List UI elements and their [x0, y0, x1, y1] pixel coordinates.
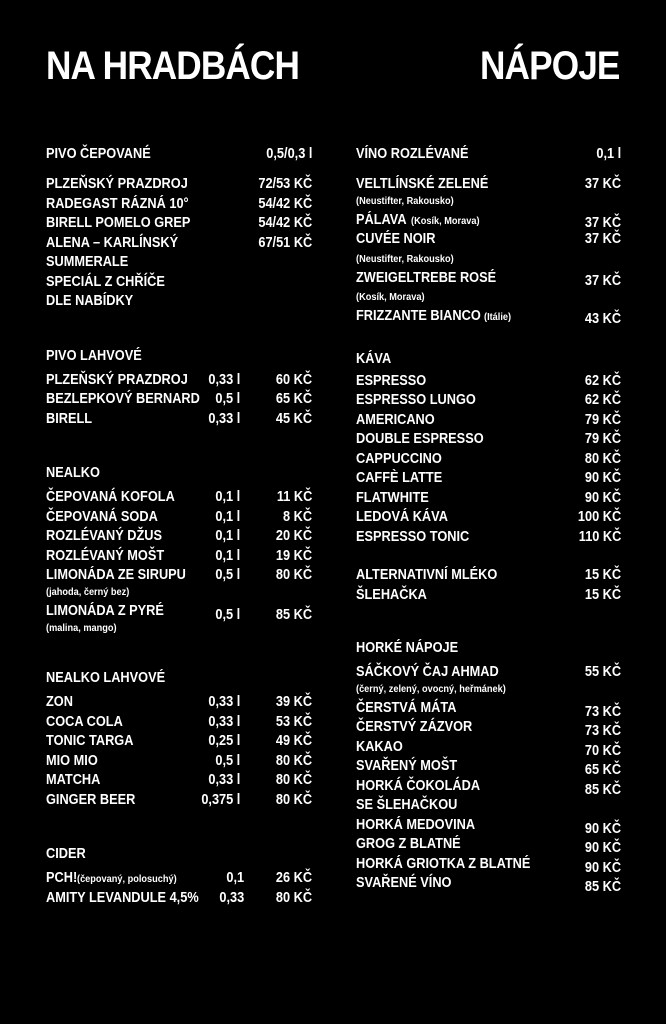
item-name: ALTERNATIVNÍ MLÉKO	[356, 567, 498, 583]
item-note	[46, 621, 312, 637]
item-price: 62 KČ	[584, 392, 621, 408]
menu-item	[356, 391, 621, 411]
menu-item	[356, 508, 621, 528]
item-price: 37 KČ	[584, 214, 621, 231]
menu-item	[46, 889, 312, 909]
menu-item	[46, 508, 312, 528]
menu-item	[356, 307, 621, 327]
item-name: DLE NABÍDKY	[46, 293, 134, 309]
menu-item	[356, 372, 621, 392]
menu-item	[46, 253, 312, 273]
item-name: RADEGAST RÁZNÁ 10°	[46, 195, 189, 212]
right-column	[356, 143, 621, 894]
menu-item	[46, 273, 312, 293]
menu-item	[356, 816, 621, 836]
item-name: VELTLÍNSKÉ ZELENÉ	[356, 176, 489, 192]
item-name: CUVÉE NOIR	[356, 231, 436, 247]
item-price: 54/42 KČ	[258, 215, 312, 231]
section-header	[356, 348, 621, 372]
item-name: ČERSTVÁ MÁTA	[356, 699, 457, 716]
item-note-text: (černý, zelený, ovocný, heřmánek)	[356, 683, 506, 695]
item-price: 90 KČ	[584, 470, 621, 486]
item-price: 73 KČ	[584, 703, 621, 720]
item-name: CAPPUCCINO	[356, 450, 442, 467]
item-price: 80 KČ	[275, 567, 312, 583]
item-price: 65 KČ	[584, 762, 621, 778]
item-quantity: 0,1 l	[215, 508, 240, 525]
item-price: 45 KČ	[275, 410, 312, 427]
item-name: LIMONÁDA ZE SIRUPU	[46, 567, 186, 583]
item-name: SE ŠLEHAČKOU	[356, 797, 458, 813]
item-price: 90 KČ	[584, 840, 621, 856]
item-name: ZON	[46, 694, 73, 710]
section-title: NEALKO	[46, 465, 100, 481]
item-price: 80 KČ	[275, 752, 312, 769]
menu-item	[46, 547, 312, 567]
item-note	[356, 195, 621, 211]
item-price: 73 KČ	[584, 723, 621, 739]
menu-item	[356, 855, 621, 875]
item-name: ČERSTVÝ ZÁZVOR	[356, 719, 473, 735]
item-price: 72/53 KČ	[258, 176, 312, 192]
menu-item	[356, 211, 621, 231]
item-quantity: 0,33	[219, 889, 244, 906]
item-name: TONIC TARGA	[46, 733, 134, 749]
item-name: AMERICANO	[356, 411, 435, 428]
left-column	[46, 143, 312, 908]
item-name: ROZLÉVANÝ MOŠT	[46, 547, 165, 564]
item-note	[356, 683, 621, 699]
section-title: VÍNO ROZLÉVANÉ	[356, 146, 469, 162]
menu-item	[356, 874, 621, 894]
item-name: ESPRESSO LUNGO	[356, 392, 476, 408]
item-name: BEZLEPKOVÝ BERNARD	[46, 391, 200, 407]
item-quantity: 0,33 l	[208, 713, 240, 730]
menu-item	[356, 230, 621, 250]
item-name: SUMMERALE	[46, 254, 129, 270]
item-quantity: 0,5 l	[215, 606, 240, 623]
item-name: PCH!	[46, 870, 78, 886]
page-title-left: NA HRADBÁCH	[46, 44, 299, 88]
item-name: CAFFÈ LATTE	[356, 470, 443, 486]
item-price: 49 KČ	[275, 733, 312, 749]
item-price: 79 KČ	[584, 411, 621, 428]
item-quantity: 0,5 l	[215, 752, 240, 769]
item-name: BIRELL POMELO GREP	[46, 215, 191, 231]
item-price: 15 KČ	[584, 586, 621, 603]
menu-item	[46, 175, 312, 195]
item-price: 110 KČ	[578, 528, 621, 545]
menu-item	[46, 488, 312, 508]
item-price: 79 KČ	[584, 431, 621, 447]
item-price: 53 KČ	[275, 713, 312, 730]
item-name: SVAŘENÉ VÍNO	[356, 875, 452, 891]
item-price: 43 KČ	[584, 311, 621, 327]
item-note	[356, 288, 621, 307]
item-quantity: 0,33 l	[208, 694, 240, 710]
menu-item	[46, 693, 312, 713]
section-volume: 0,5/0,3 l	[265, 146, 312, 162]
menu-item	[46, 791, 312, 811]
item-price: 90 KČ	[584, 859, 621, 876]
section-header	[356, 637, 621, 661]
section-header	[46, 345, 312, 369]
item-price: 11 KČ	[276, 489, 312, 505]
menu-item	[356, 757, 621, 777]
item-price: 8 KČ	[282, 508, 312, 525]
item-name: ESPRESSO	[356, 372, 427, 389]
menu-item	[46, 214, 312, 234]
menu-item	[356, 469, 621, 489]
menu-item	[46, 234, 312, 254]
item-quantity: 0,5 l	[215, 567, 240, 583]
menu-item	[46, 869, 312, 889]
item-quantity: 0,1 l	[215, 489, 240, 505]
item-name: HORKÁ GRIOTKA Z BLATNÉ	[356, 855, 531, 872]
item-name: LEDOVÁ KÁVA	[356, 509, 448, 525]
item-name: HORKÁ ČOKOLÁDA	[356, 777, 481, 794]
section-header	[46, 843, 312, 867]
item-price: 62 KČ	[584, 372, 621, 389]
page-title-right: NÁPOJE	[479, 44, 619, 88]
menu-item	[46, 713, 312, 733]
item-name: ZWEIGELTREBE ROSÉ	[356, 269, 497, 286]
menu-item	[46, 752, 312, 772]
menu-item	[356, 777, 621, 797]
item-name: SVAŘENÝ MOŠT	[356, 758, 458, 774]
item-price: 54/42 KČ	[258, 195, 312, 212]
item-name: ESPRESSO TONIC	[356, 528, 470, 545]
item-note-text: (Neustifter, Rakousko)	[356, 195, 454, 207]
item-name-group	[356, 211, 486, 231]
item-price: 100 KČ	[577, 509, 621, 525]
item-note-text: (jahoda, černý bez)	[46, 586, 130, 598]
item-price: 70 KČ	[584, 742, 621, 759]
item-price: 90 KČ	[584, 820, 621, 837]
menu-item	[356, 411, 621, 431]
menu-item	[46, 195, 312, 215]
item-price: 85 KČ	[584, 879, 621, 895]
section-title: PIVO ČEPOVANÉ	[46, 146, 151, 162]
item-price: 80 KČ	[275, 889, 312, 906]
section-volume: 0,1 l	[596, 146, 621, 162]
item-note	[356, 250, 621, 269]
item-quantity: 0,25 l	[208, 733, 240, 749]
item-price: 90 KČ	[584, 489, 621, 506]
item-quantity: 0,33 l	[208, 772, 240, 788]
item-quantity: 0,375 l	[200, 791, 240, 808]
menu-item	[356, 269, 621, 289]
menu-item	[356, 718, 621, 738]
item-quantity: 0,1 l	[215, 547, 240, 564]
section-title: CIDER	[46, 846, 86, 862]
item-price: 37 KČ	[584, 231, 621, 247]
item-name: KAKAO	[356, 738, 403, 755]
menu-item	[46, 732, 312, 752]
item-price: 20 KČ	[275, 528, 312, 544]
menu-item	[356, 835, 621, 855]
item-note-text: (Itálie)	[483, 312, 511, 323]
item-price: 26 KČ	[275, 870, 312, 886]
section-header	[356, 143, 621, 167]
item-price: 67/51 KČ	[258, 234, 312, 251]
item-price: 15 KČ	[584, 567, 621, 583]
item-name: HORKÁ MEDOVINA	[356, 816, 476, 833]
menu-item	[46, 371, 312, 391]
menu-item	[356, 699, 621, 719]
item-name: LIMONÁDA Z PYRÉ	[46, 602, 164, 619]
menu-item	[46, 527, 312, 547]
item-name: PÁLAVA	[356, 211, 407, 228]
item-note	[46, 586, 312, 602]
item-name: FLATWHITE	[356, 489, 429, 506]
item-name-group	[356, 307, 513, 327]
item-name: SÁČKOVÝ ČAJ AHMAD	[356, 664, 499, 680]
item-note-text: (Kosík, Morava)	[356, 292, 425, 303]
item-note-text: (Neustifter, Rakousko)	[356, 253, 454, 265]
item-note-text: (čepovaný, polosuchý)	[77, 874, 178, 885]
item-name: COCA COLA	[46, 713, 123, 730]
item-price: 19 KČ	[275, 547, 312, 564]
menu-item	[46, 410, 312, 430]
item-name: ŠLEHAČKA	[356, 586, 427, 603]
item-price: 85 KČ	[275, 606, 312, 623]
item-quantity: 0,33 l	[208, 410, 240, 427]
item-quantity: 0,5 l	[215, 391, 240, 407]
section-title: PIVO LAHVOVÉ	[46, 347, 142, 364]
item-name: AMITY LEVANDULE 4,5%	[46, 889, 199, 906]
item-name: GINGER BEER	[46, 791, 136, 808]
item-quantity: 0,1	[226, 870, 244, 886]
section-header	[46, 667, 312, 691]
section-header	[46, 462, 312, 486]
menu-item	[356, 430, 621, 450]
item-price: 80 KČ	[275, 772, 312, 788]
menu-item	[356, 796, 621, 816]
item-quantity: 0,33 l	[208, 371, 240, 388]
menu-item	[356, 450, 621, 470]
item-note-text: (Kosík, Morava)	[411, 215, 480, 227]
item-name: FRIZZANTE BIANCO	[356, 308, 481, 324]
item-quantity: 0,1 l	[215, 528, 240, 544]
item-name: ČEPOVANÁ SODA	[46, 508, 158, 525]
section-header	[46, 143, 312, 167]
menu-item	[46, 292, 312, 312]
item-price: 80 KČ	[584, 450, 621, 467]
menu-item	[356, 528, 621, 548]
item-price: 85 KČ	[584, 781, 621, 798]
item-price: 60 KČ	[275, 371, 312, 388]
menu-item	[356, 489, 621, 509]
item-name: GROG Z BLATNÉ	[356, 836, 461, 852]
item-name: BIRELL	[46, 410, 93, 427]
item-name: SPECIÁL Z CHŘÍČE	[46, 273, 165, 290]
item-name: ROZLÉVANÝ DŽUS	[46, 528, 163, 544]
item-name: MIO MIO	[46, 752, 98, 769]
section-title: KÁVA	[356, 350, 392, 367]
menu-item	[46, 771, 312, 791]
item-name: ALENA – KARLÍNSKÝ	[46, 234, 179, 251]
item-name-group	[46, 869, 186, 889]
item-price: 37 KČ	[584, 272, 621, 289]
menu-item	[356, 566, 621, 586]
item-name: DOUBLE ESPRESSO	[356, 431, 484, 447]
item-note-text: (malina, mango)	[46, 623, 117, 634]
item-name: ČEPOVANÁ KOFOLA	[46, 489, 175, 505]
section-title: HORKÉ NÁPOJE	[356, 640, 459, 656]
item-price: 80 KČ	[275, 791, 312, 808]
item-name: PLZEŇSKÝ PRAZDROJ	[46, 176, 188, 192]
item-price: 65 KČ	[275, 391, 312, 407]
item-name: PLZEŇSKÝ PRAZDROJ	[46, 371, 188, 388]
menu-item	[46, 390, 312, 410]
item-price: 55 KČ	[584, 664, 621, 680]
item-price: 39 KČ	[275, 694, 312, 710]
item-name: MATCHA	[46, 772, 101, 788]
section-title: NEALKO LAHVOVÉ	[46, 670, 166, 686]
menu-item	[356, 738, 621, 758]
item-price: 37 KČ	[584, 176, 621, 192]
menu-item	[356, 586, 621, 606]
